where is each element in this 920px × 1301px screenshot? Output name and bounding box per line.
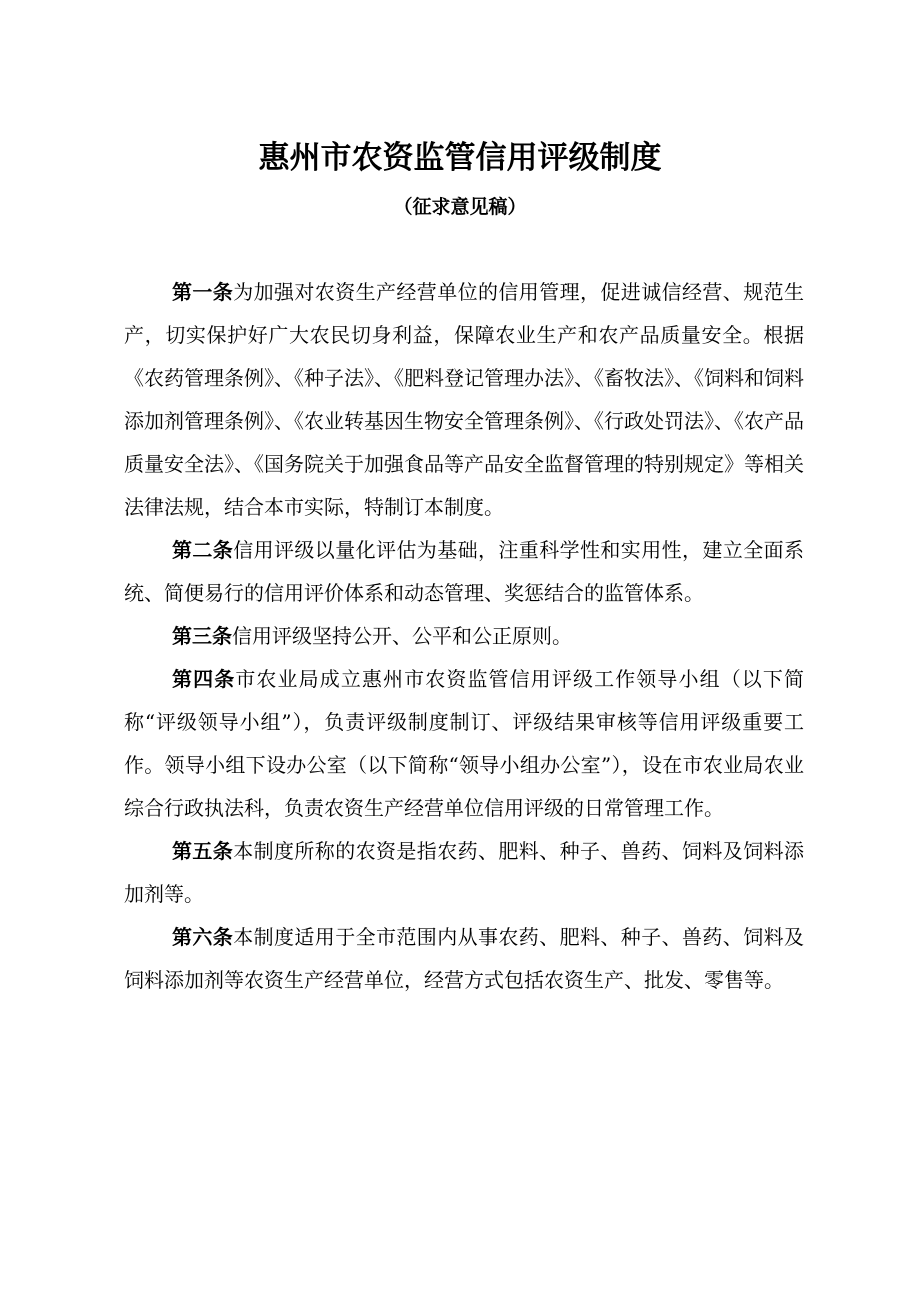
article-text: 本制度所称的农资是指农药、肥料、种子、兽药、饲料及饲料添加剂等。	[124, 839, 805, 906]
article-text: 信用评级坚持公开、公平和公正原则。	[232, 624, 572, 648]
article-4	[124, 658, 804, 830]
document-subtitle: （征求意见稿）	[393, 196, 527, 218]
article-5	[124, 830, 804, 916]
article-label: 第六条	[172, 925, 234, 949]
document-body	[124, 271, 804, 1002]
article-6	[124, 916, 804, 1002]
article-label: 第三条	[172, 624, 232, 648]
article-2	[124, 529, 804, 615]
article-text: 本制度适用于全市范围内从事农药、肥料、种子、兽药、饲料及饲料添加剂等农资生产经营单位，经营方式包括农资生产、批发、零售等。	[124, 925, 805, 992]
article-text: 信用评级以量化评估为基础，注重科学性和实用性，建立全面系统、简便易行的信用评价体系和动态管理、奖惩结合的监管体系。	[124, 538, 805, 605]
article-1	[124, 271, 804, 529]
article-3	[124, 615, 804, 658]
article-label: 第一条	[172, 280, 234, 304]
article-text: 市农业局成立惠州市农资监管信用评级工作领导小组（以下简称“评级领导小组”），负责评级制度制订、评级结果审核等信用评级重要工作。领导小组下设办公室（以下简称“领导小组办公室”），设在市农业局农业综合行政执法科，负责农资生产经营单位信用评级的日常管理工作。	[124, 667, 805, 820]
article-label: 第四条	[172, 667, 236, 691]
document-title: 惠州市农资监管信用评级制度	[258, 140, 662, 176]
article-label: 第五条	[172, 839, 234, 863]
article-text: 为加强对农资生产经营单位的信用管理，促进诚信经营、规范生产，切实保护好广大农民切身利益，保障农业生产和农产品质量安全。根据《农药管理条例》、《种子法》、《肥料登记管理办法》、《畜牧法》、《饲料和饲料添加剂管理条例》、《农业转基因生物安全管理条例》、《行政处罚法》、《农产品质量安全法》、《国务院关于加强食品等产品安全监督管理的特别规定》等相关法律法规，结合本市实际，特制订本制度。	[124, 280, 805, 519]
article-label: 第二条	[172, 538, 234, 562]
